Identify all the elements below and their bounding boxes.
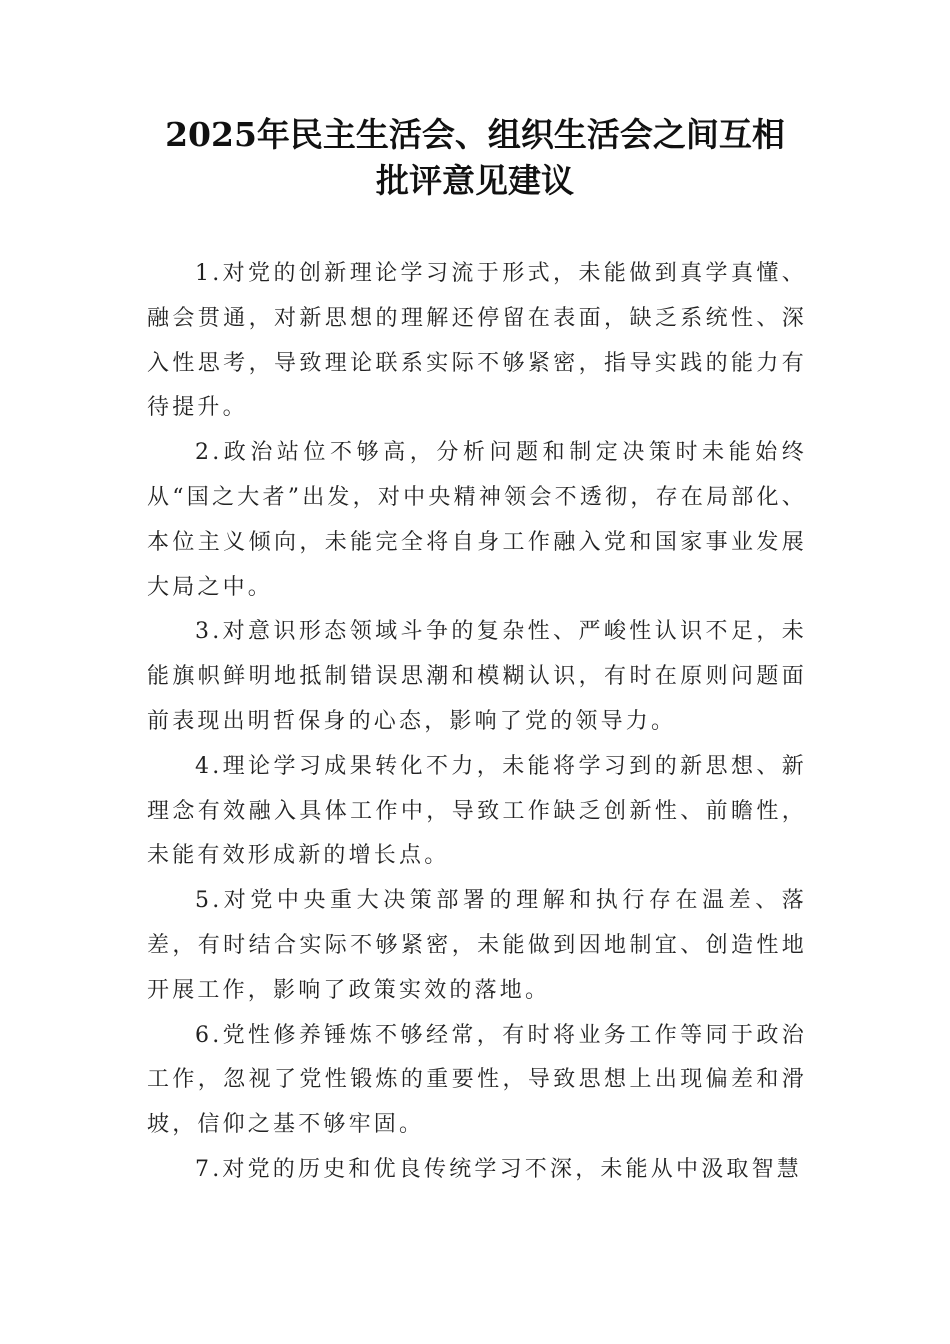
paragraph-3: 3.对意识形态领域斗争的复杂性、严峻性认识不足，未能旗帜鲜明地抵制错误思潮和模糊认识，有时在原则问题面前表现出明哲保身的心态，影响了党的领导力。: [147, 619, 807, 734]
paragraph-4: 4.理论学习成果转化不力，未能将学习到的新思想、新理念有效融入具体工作中，导致工作缺乏创新性、前瞻性，未能有效形成新的增长点。: [147, 753, 807, 869]
paragraph-6: 6.党性修养锤炼不够经常，有时将业务工作等同于政治工作，忽视了党性锻炼的重要性，导致思想上出现偏差和滑坡，信仰之基不够牢固。: [147, 1022, 807, 1138]
paragraph-7: 7.对党的历史和优良传统学习不深，未能从中汲取智慧: [195, 1156, 802, 1182]
title-line-1: 2025年民主生活会、组织生活会之间互相: [165, 115, 785, 154]
document-title: [140, 112, 810, 204]
paragraph-2: 2.政治站位不够高，分析问题和制定决策时未能始终从“国之大者”出发，对中央精神领会不透彻，存在局部化、本位主义倾向，未能完全将自身工作融入党和国家事业发展大局之中。: [147, 440, 807, 600]
document-body: [147, 252, 807, 1193]
paragraph-5: 5.对党中央重大决策部署的理解和执行存在温差、落差，有时结合实际不够紧密，未能做到因地制宜、创造性地开展工作，影响了政策实效的落地。: [147, 888, 807, 1003]
title-line-2: 批评意见建议: [376, 161, 574, 200]
paragraph-1: 1.对党的创新理论学习流于形式，未能做到真学真懂、融会贯通，对新思想的理解还停留在表面，缺乏系统性、深入性思考，导致理论联系实际不够紧密，指导实践的能力有待提升。: [147, 261, 807, 421]
